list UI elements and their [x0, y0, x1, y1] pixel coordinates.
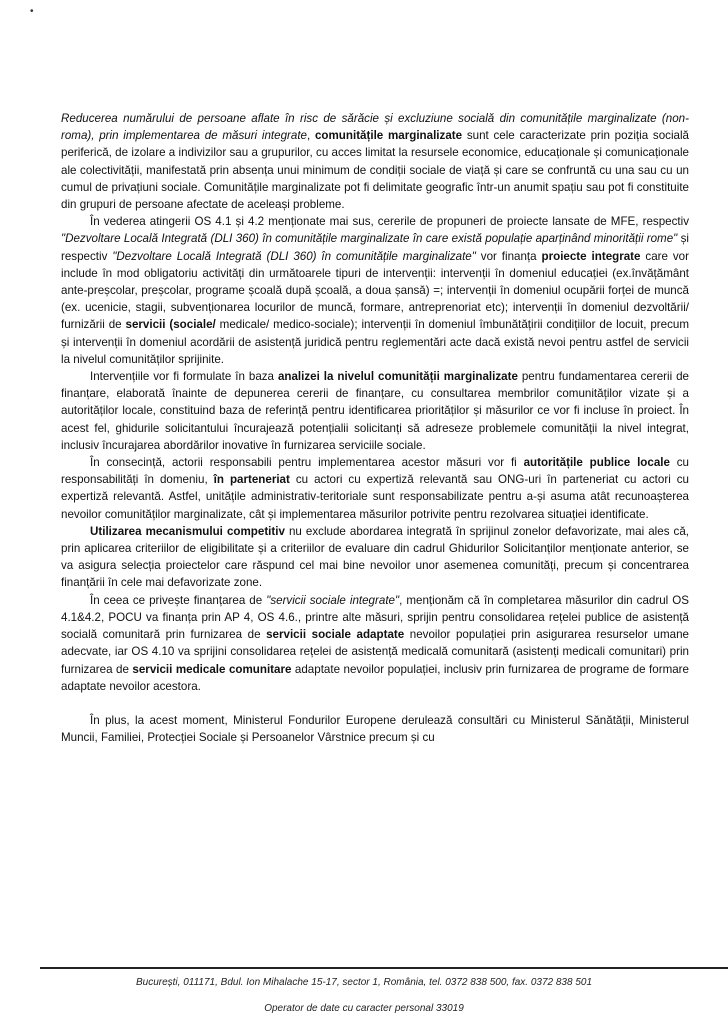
text-run: în parteneriat — [213, 473, 290, 487]
text-run: care vor include în mod obligatoriu activități din următoarele tipuri de intervenții: intervenții în domeniul educației (ex.învățământ ante-preșcolar, preșcolar, programe școală după școală, a doua șansă) =; intervenții în domeniul ocupării forței de muncă (ex. ucenicie, stagii, subvenționarea locurilor de muncă, formare, antreprenoriat etc); intervenții în domeniul dezvoltării/ furnizării de — [61, 249, 689, 332]
text-run: În consecință, actorii responsabili pentru implementarea acestor măsuri vor fi — [90, 456, 524, 470]
paragraph-3 — [61, 368, 689, 454]
text-run: În ceea ce privește finanțarea de — [90, 593, 267, 607]
paragraph-4 — [61, 454, 689, 523]
text-run: servicii (sociale/ — [125, 318, 216, 332]
paragraph-1 — [61, 110, 689, 213]
text-run: nu exclude abordarea integrată în sprijinul zonelor defavorizate, mai ales că, prin aplicarea criteriilor de eligibilitate și a criteriilor de evaluare din cadrul Ghidurilor Solicitanților menționate anterior, se va asigura selecția proiectelor care răspund cel mai bine nevoilor unor asemenea comunități, precum și concentrarea finanțării în cele mai defavorizate zone. — [61, 524, 690, 590]
text-run: Utilizarea mecanismului competitiv — [90, 524, 285, 538]
footer-address: București, 011171, Bdul. Ion Mihalache 15-17, sector 1, România, tel. 0372 838 500, fax. 0372 838 501 — [135, 977, 593, 988]
corner-mark: • — [30, 6, 34, 17]
text-run: cu actori cu expertiză relevantă sau ONG-uri în parteneriat cu actori cu expertiză relevantă. Astfel, unitățile administrativ-teritoriale sunt responsabilizate pentru a-și asuma atât recunoașterea nevoilor comunităților marginalizate, cât și implementarea măsurilor potrivite pentru rezolvarea situației identificate. — [61, 473, 690, 521]
text-run: analizei la nivelul comunității marginalizate — [277, 370, 518, 384]
text-run: Intervențiile vor fi formulate în baza — [90, 370, 278, 384]
text-run: În plus, la acest moment, Ministerul Fondurilor Europene derulează consultări cu Ministerul Sănătății, Ministerul Muncii, Familiei, Protecției Sociale și Persoanelor Vârstnice precum și cu — [61, 713, 689, 745]
text-run: "Dezvoltare Locală Integrată (DLI 360) în comunitățile marginalizate în care există populație aparținând minorității rome" — [61, 232, 678, 246]
text-run: nevoilor populației prin asigurarea resurselor umane adecvate, iar OS 4.10 va sprijini consolidarea rețelei de asistență medicală comunitară (asistenți medicali comunitari) prin furnizarea de — [61, 628, 689, 676]
text-run: , menționăm că în completarea măsurilor din cadrul OS 4.1&4.2, POCU va finanța prin AP 4, OS 4.6., printre alte măsuri, sprijin pentru consolidarea rețelei publice de asistență socială comunitară prin furnizarea de — [61, 593, 689, 642]
footer-divider — [40, 967, 728, 969]
text-run: adaptate nevoilor populației, inclusiv prin furnizarea de programe de formare adaptate nevoilor acestora. — [61, 662, 689, 693]
text-run: servicii medicale comunitare — [132, 662, 292, 676]
text-run: comunitățile marginalizate — [314, 129, 463, 143]
text-run: cu responsabilități în domeniu, — [61, 456, 690, 487]
text-run: În vederea atingerii OS 4.1 și 4.2 menționate mai sus, cererile de propuneri de proiecte lansate de MFE, respectiv — [90, 215, 689, 229]
paragraph-2 — [61, 213, 689, 368]
text-run: și respectiv — [61, 232, 689, 263]
text-run: Reducerea numărului de persoane aflate în risc de sărăcie și excluziune socială din comunitățile marginalizate (non-roma), prin implementarea de măsuri integrate — [61, 112, 689, 143]
document-body — [61, 110, 689, 746]
text-run: medicale/ medico-sociale); intervenții în domeniul îmbunătățirii condițiilor de locuit, precum și intervenții în domeniul acordării de asistență juridică pentru reglementări acte dacă există nevoi pentru astfel de servicii la nivelul comunităților sprijinite. — [61, 318, 689, 366]
text-run: , — [307, 129, 315, 143]
text-run: proiecte integrate — [541, 249, 641, 263]
text-run: vor finanța — [475, 249, 542, 263]
footer-operator: Operator de date cu caracter personal 33019 — [264, 1003, 464, 1014]
paragraph-6 — [61, 592, 689, 695]
text-run: servicii sociale adaptate — [266, 628, 405, 642]
text-run: "servicii sociale integrate" — [266, 593, 400, 607]
paragraph-5 — [61, 523, 689, 592]
text-run: pentru fundamentarea cererii de finanțare, elaborată înainte de depunerea cererii de finanțare, cu consultarea membrilor comunităților vizate și a autorităților locale, constituind baza de referință pentru identificarea priorităților și măsurilor ce vor fi incluse în proiect. În acest fel, ghidurile solicitantului încurajează potențialii solicitanți să adreseze problemele comunității la nivel integrat, inclusiv încurajarea abordărilor inovative în furnizarea serviciile sociale. — [61, 370, 689, 452]
paragraph-7 — [61, 712, 689, 746]
text-run: sunt cele caracterizate prin poziția socială periferică, de izolare a indivizilor sau a grupurilor, cu acces limitat la resursele economice, educaționale și comunicaționale ale colectivității, manifestată prin absența unui minimum de condiții sociale de viață și care se confruntă cu una sau cu un cumul de privațiuni sociale. Comunitățile marginalizate pot fi delimitate geografic într-un anumit spațiu sau pot fi constituite din grupuri de persoane afectate de aceleași probleme. — [61, 129, 689, 212]
text-run: "Dezvoltare Locală Integrată (DLI 360) în comunitățile marginalizate" — [112, 249, 476, 263]
text-run: autoritățile publice locale — [523, 456, 670, 470]
